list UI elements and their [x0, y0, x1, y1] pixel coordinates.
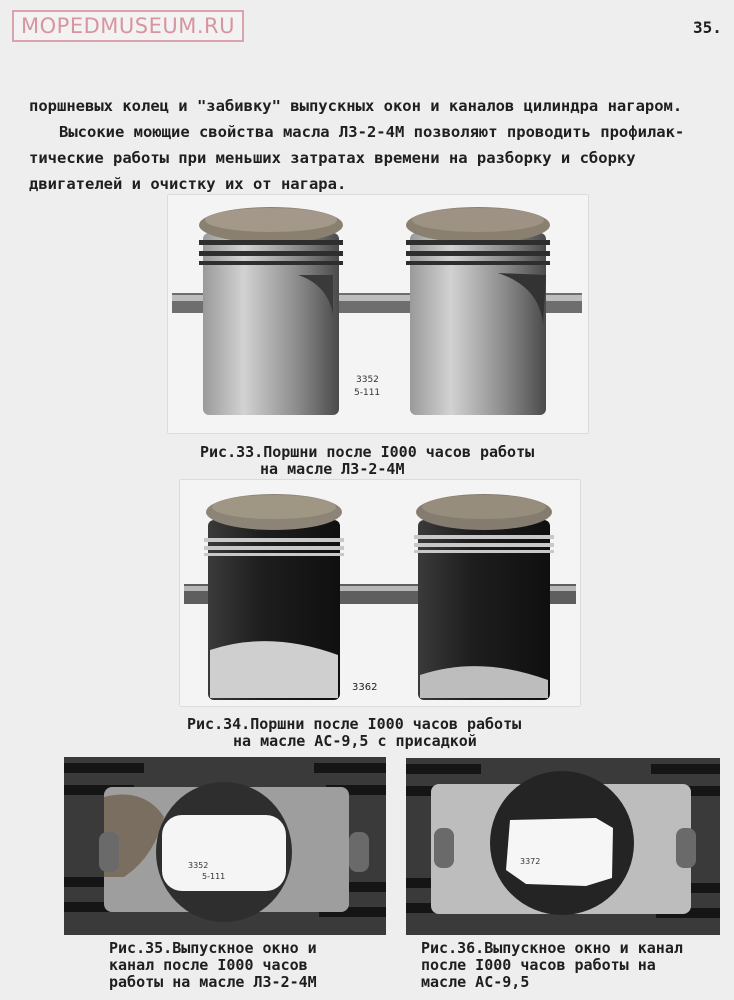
caption-line: после I000 часов работы на [421, 956, 656, 974]
figure-35-caption [109, 940, 317, 991]
text-line: двигателей и очистку их от нагара. [29, 175, 347, 193]
caption-line: Рис.36.Выпускное окно и канал [421, 939, 683, 957]
caption-line: Рис.34.Поршни после I000 часов работы [187, 715, 522, 733]
figure-36-photo [406, 758, 720, 935]
pistons-sooty-image [180, 480, 580, 706]
body-text [29, 93, 719, 197]
figure-34-caption [187, 716, 521, 750]
plate-number: 5-111 [202, 872, 226, 881]
text-line: Высокие моющие свойства масла ЛЗ-2-4М позволяют проводить профилак- [59, 123, 685, 141]
caption-line: на масле АС-9,5 с присадкой [233, 732, 477, 750]
caption-line: Рис.35.Выпускное окно и [109, 939, 317, 957]
plate-number: 3372 [520, 857, 541, 866]
caption-line: Рис.33.Поршни после I000 часов работы [200, 443, 535, 461]
caption-line: работы на масле ЛЗ-2-4М [109, 973, 317, 991]
exhaust-port-clean-image [64, 757, 386, 935]
caption-line: канал после I000 часов [109, 956, 308, 974]
figure-33-photo [168, 195, 588, 433]
plate-number: 3352 [188, 861, 209, 870]
figure-35-photo [64, 757, 386, 935]
watermark-logo: MOPEDMUSEUM.RU [12, 10, 244, 42]
caption-line: масле АС-9,5 [421, 973, 530, 991]
plate-number: 3352 [356, 375, 379, 385]
text-line: поршневых колец и "забивку" выпускных окон и каналов цилиндра нагаром. [29, 97, 683, 115]
pistons-clean-image [168, 195, 588, 433]
figure-34-photo [180, 480, 580, 706]
page-number: 35. [693, 18, 722, 37]
plate-number: 3362 [352, 682, 378, 693]
figure-36-caption [421, 940, 683, 991]
figure-33-caption [200, 444, 534, 478]
plate-number: 5-111 [354, 388, 381, 398]
caption-line: на масле ЛЗ-2-4М [260, 460, 405, 478]
text-line: тические работы при меньших затратах времени на разборку и сборку [29, 149, 636, 167]
exhaust-port-sooty-image [406, 758, 720, 935]
